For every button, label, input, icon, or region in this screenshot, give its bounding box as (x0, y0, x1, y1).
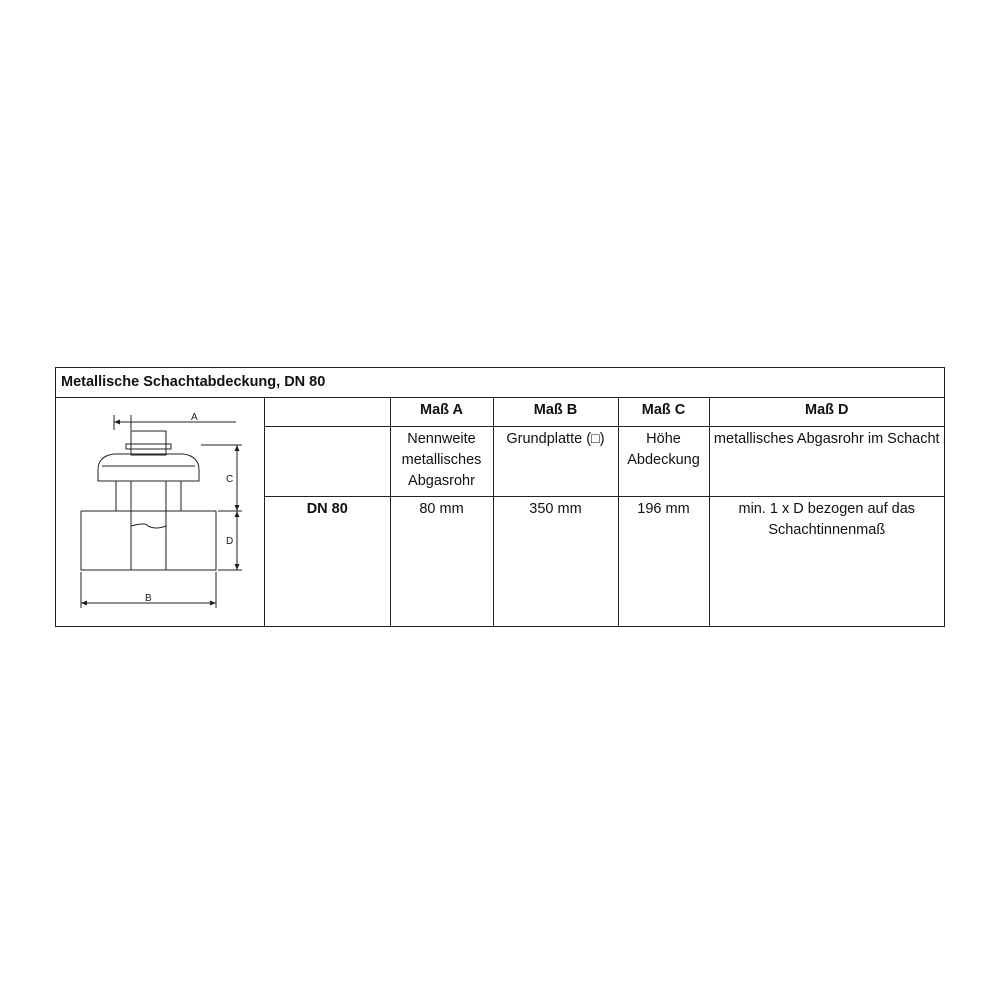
header-row (265, 398, 944, 426)
label-a: A (191, 412, 198, 423)
shaft-cover-drawing (56, 398, 265, 626)
arrow-d-top (235, 511, 240, 517)
pipe-top (131, 431, 166, 455)
base-plate (81, 511, 216, 570)
description-mass-b: Grundplatte (□) (493, 426, 618, 496)
sheet-title: Metallische Schachtabdeckung, DN 80 (56, 368, 944, 398)
value-mass-b: 350 mm (493, 496, 618, 626)
pipe-collar (126, 444, 171, 449)
value-mass-c: 196 mm (618, 496, 709, 626)
description-mass-c: Höhe Abdeckung (618, 426, 709, 496)
arrow-c-bottom (235, 505, 240, 511)
header-empty-cell (265, 398, 390, 426)
spec-sheet (55, 367, 945, 627)
description-mass-d: metallisches Abgasrohr im Schacht (709, 426, 944, 496)
header-mass-c: Maß C (618, 398, 709, 426)
label-c: C (226, 474, 234, 485)
arrow-d-bottom (235, 564, 240, 570)
arrow-b-right (210, 601, 216, 606)
description-empty-cell (265, 426, 390, 496)
technical-drawing (56, 398, 265, 626)
description-mass-a: Nennweite metallisches Abgasrohr (390, 426, 493, 496)
description-row (265, 426, 944, 496)
dimension-table (265, 398, 944, 626)
row-label: DN 80 (306, 500, 348, 517)
header-mass-a: Maß A (390, 398, 493, 426)
arrow-b-left (81, 601, 87, 606)
header-mass-d: Maß D (709, 398, 944, 426)
value-row (265, 496, 944, 626)
header-mass-b: Maß B (493, 398, 618, 426)
arrow-a (114, 420, 120, 425)
label-b: B (145, 593, 152, 604)
dome-cover (98, 454, 199, 481)
value-mass-a: 80 mm (390, 496, 493, 626)
value-mass-d: min. 1 x D bezogen auf das Schachtinnenmaß (709, 496, 944, 626)
label-d: D (226, 536, 234, 547)
collar (116, 481, 181, 511)
arrow-c-top (235, 445, 240, 451)
pipe-break (131, 524, 166, 528)
